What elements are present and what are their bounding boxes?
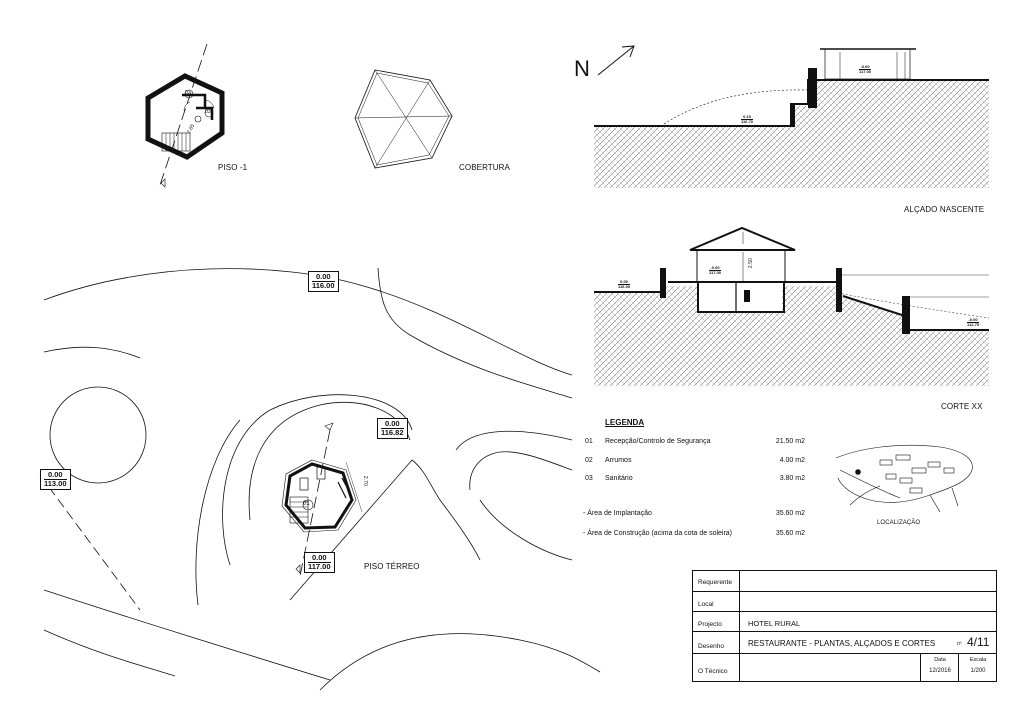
section-level-marker: -0.00 117.00 bbox=[709, 265, 722, 275]
desenho-value: RESTAURANTE - PLANTAS, ALÇADOS E CORTES bbox=[748, 639, 936, 648]
area-description: - Área de Implantação bbox=[583, 510, 652, 517]
requerente-label: Requerente bbox=[698, 579, 732, 586]
area-value: 35.60 m2 bbox=[775, 510, 805, 517]
projecto-label: Projecto bbox=[698, 621, 722, 628]
escala-value: 1/200 bbox=[970, 668, 986, 674]
escala-cell bbox=[958, 653, 997, 681]
level-marker: 0.00 113.00 bbox=[40, 469, 71, 490]
title-block-row bbox=[693, 611, 996, 632]
dimension-270: 2.70 bbox=[362, 475, 369, 487]
view-title-localizacao: LOCALIZAÇÃO bbox=[877, 520, 921, 526]
legend-area: 21.50 m2 bbox=[775, 438, 805, 445]
legend-number: 02 bbox=[585, 457, 593, 464]
desenho-label: Desenho bbox=[698, 643, 725, 650]
section-level-marker: -0.00 117.00 bbox=[859, 64, 872, 74]
legend bbox=[583, 418, 815, 537]
local-label: Local bbox=[698, 601, 714, 608]
location-map bbox=[836, 445, 972, 512]
section-level-marker: 0.19 116.70 bbox=[741, 114, 754, 124]
room-mark-02: 02 bbox=[185, 90, 191, 96]
view-title-piso-terreo: PISO TÉRREO bbox=[364, 562, 420, 571]
data-label: Data bbox=[934, 657, 946, 663]
legend-area: 3.80 m2 bbox=[779, 475, 805, 482]
room-mark-03: 03 bbox=[205, 109, 211, 115]
view-title-corte: CORTE XX bbox=[941, 402, 983, 411]
title-block-row bbox=[693, 631, 996, 654]
view-title-piso-1: PISO -1 bbox=[218, 163, 248, 172]
area-value: 35.60 m2 bbox=[775, 530, 805, 537]
dimension-265: 2.65 bbox=[185, 123, 197, 135]
sheet-prefix: nº bbox=[957, 641, 962, 647]
view-title-cobertura: COBERTURA bbox=[459, 163, 510, 172]
roof-plan bbox=[355, 70, 452, 168]
plan-piso-1 bbox=[148, 44, 222, 187]
north-label: N bbox=[574, 56, 590, 81]
legend-row bbox=[585, 438, 805, 448]
legend-number: 01 bbox=[585, 438, 593, 445]
legend-description: Sanitário bbox=[605, 475, 633, 482]
north-arrow bbox=[598, 46, 634, 75]
section-xx bbox=[594, 228, 989, 386]
level-marker: 0.00 116.82 bbox=[377, 418, 408, 439]
sheet-number: 4/11 bbox=[967, 635, 990, 649]
section-level-marker: -0.00 112.75 bbox=[967, 317, 980, 327]
view-title-alcado: ALÇADO NASCENTE bbox=[904, 205, 985, 214]
legend-description: Recepção/Controlo de Segurança bbox=[605, 438, 711, 445]
area-row bbox=[583, 510, 805, 520]
section-level-marker: 0.00 116.00 bbox=[618, 279, 631, 289]
legend-area: 4.00 m2 bbox=[779, 457, 805, 464]
room-mark-01: 01 bbox=[303, 501, 310, 507]
title-block-row bbox=[693, 591, 996, 612]
legend-number: 03 bbox=[585, 475, 593, 482]
level-marker: 0.00 116.00 bbox=[308, 271, 339, 292]
escala-label: Escala bbox=[969, 657, 987, 663]
data-cell bbox=[920, 653, 959, 681]
legend-title: LEGENDA bbox=[605, 418, 645, 427]
tecnico-label: O Técnico bbox=[698, 668, 728, 675]
legend-row bbox=[585, 457, 805, 467]
title-block-row bbox=[693, 653, 996, 681]
data-value: 12/2016 bbox=[929, 668, 951, 674]
projecto-value: HOTEL RURAL bbox=[748, 619, 801, 628]
area-description: - Área de Construção (acima da cota de soleira) bbox=[583, 530, 733, 537]
dimension-250: 2.50 bbox=[748, 257, 755, 269]
title-block-row bbox=[693, 571, 996, 592]
legend-row bbox=[585, 475, 805, 485]
legend-description: Arrumos bbox=[605, 457, 632, 464]
area-row bbox=[583, 530, 805, 540]
title-block bbox=[692, 570, 997, 682]
elevation-east bbox=[594, 49, 989, 188]
level-marker: 0.00 117.00 bbox=[304, 552, 335, 573]
